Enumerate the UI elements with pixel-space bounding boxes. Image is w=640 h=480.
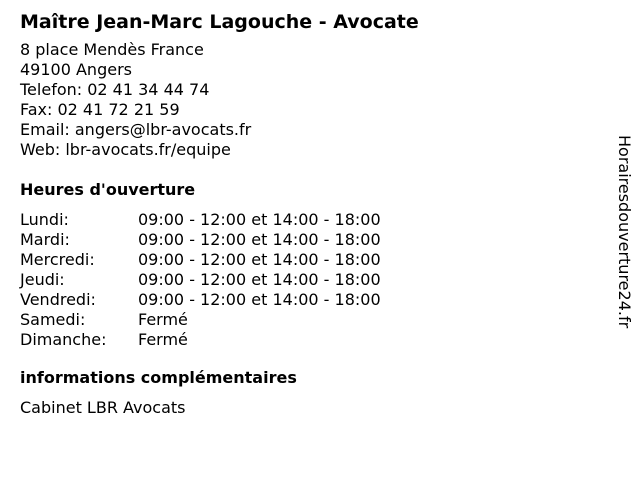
hours-value: 09:00 - 12:00 et 14:00 - 18:00 — [138, 290, 381, 309]
day-label: Lundi: — [20, 210, 69, 229]
hours-row-saturday — [20, 310, 381, 330]
hours-row-thursday — [20, 270, 381, 290]
address-line-2: 49100 Angers — [20, 60, 132, 79]
day-label: Jeudi: — [20, 270, 65, 289]
page-title: Maître Jean-Marc Lagouche - Avocate — [20, 11, 419, 33]
day-label: Vendredi: — [20, 290, 96, 309]
phone-text: Telefon: 02 41 34 44 74 — [20, 80, 210, 99]
hours-value: 09:00 - 12:00 et 14:00 - 18:00 — [138, 250, 381, 269]
opening-hours-heading: Heures d'ouverture — [20, 180, 196, 199]
hours-value: Fermé — [138, 330, 188, 349]
hours-row-monday — [20, 210, 381, 230]
watermark — [614, 135, 634, 345]
business-card — [20, 8, 590, 418]
day-label: Mercredi: — [20, 250, 95, 269]
hours-row-wednesday — [20, 250, 381, 270]
web-text: Web: lbr-avocats.fr/equipe — [20, 140, 231, 159]
day-label: Dimanche: — [20, 330, 107, 349]
hours-row-friday — [20, 290, 381, 310]
email-text: Email: angers@lbr-avocats.fr — [20, 120, 252, 139]
hours-value: Fermé — [138, 310, 188, 329]
hours-row-sunday — [20, 330, 381, 350]
watermark-text: Horairesdouverture24.fr — [615, 135, 634, 329]
hours-value: 09:00 - 12:00 et 14:00 - 18:00 — [138, 230, 381, 249]
address-line-1: 8 place Mendès France — [20, 40, 204, 59]
opening-hours-table — [20, 210, 381, 350]
additional-info-heading: informations complémentaires — [20, 368, 297, 387]
fax-text: Fax: 02 41 72 21 59 — [20, 100, 180, 119]
hours-value: 09:00 - 12:00 et 14:00 - 18:00 — [138, 270, 381, 289]
hours-row-tuesday — [20, 230, 381, 250]
additional-info-text: Cabinet LBR Avocats — [20, 398, 186, 417]
day-label: Mardi: — [20, 230, 70, 249]
hours-value: 09:00 - 12:00 et 14:00 - 18:00 — [138, 210, 381, 229]
day-label: Samedi: — [20, 310, 86, 329]
